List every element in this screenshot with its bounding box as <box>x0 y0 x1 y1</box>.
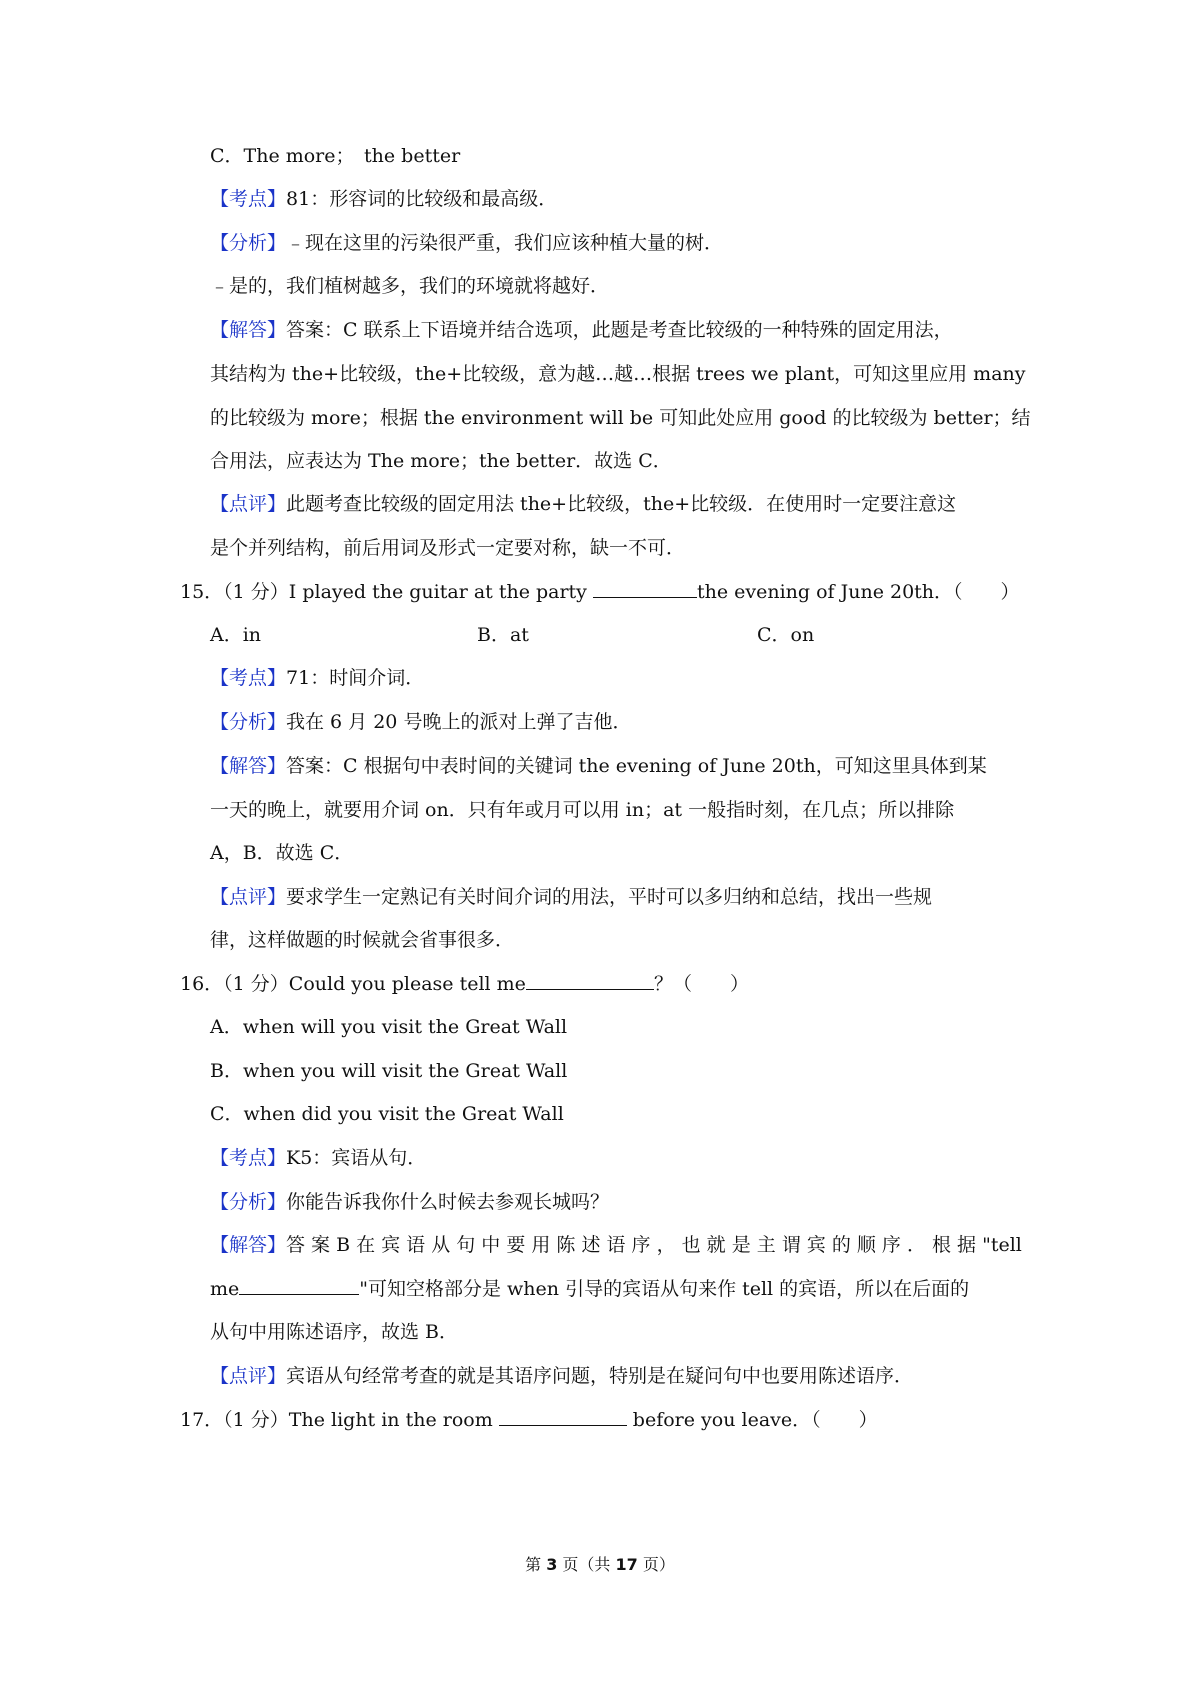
jieda-line: 【解答】答案：C 根据句中表时间的关键词 the evening of June 20th，可知这里具体到某 <box>210 755 987 777</box>
fenxi-line-2: ﹣是的，我们植树越多，我们的环境就将越好． <box>210 275 610 297</box>
jieda-tag: 【解答】 <box>210 755 287 777</box>
answer-blank <box>526 971 654 990</box>
total-pages: 17 <box>615 1555 638 1574</box>
fenxi-line: 【分析】你能告诉我你什么时候去参观长城吗？ <box>210 1191 610 1213</box>
answer-blank <box>593 579 697 598</box>
dianping-tag: 【点评】 <box>210 886 287 908</box>
dianping-tag: 【点评】 <box>210 1365 287 1387</box>
dianping-tag: 【点评】 <box>210 493 287 515</box>
kaodian-tag: 【考点】 <box>210 667 287 689</box>
kaodian-tag: 【考点】 <box>210 188 287 210</box>
option-c: C．when did you visit the Great Wall <box>210 1103 564 1125</box>
kaodian-tag: 【考点】 <box>210 1147 287 1169</box>
answer-blank <box>239 1276 359 1295</box>
dianping-line-2: 是个并列结构，前后用词及形式一定要对称，缺一不可． <box>210 537 686 559</box>
jieda-line-4: 合用法，应表达为 The more；the better．故选 C． <box>210 450 672 472</box>
answer-blank <box>499 1407 627 1426</box>
fenxi-line: 【分析】我在 6 月 20 号晚上的派对上弹了吉他． <box>210 711 632 733</box>
jieda-tag: 【解答】 <box>210 1234 287 1256</box>
fenxi-tag: 【分析】 <box>210 711 287 733</box>
kaodian-line: 【考点】K5：宾语从句． <box>210 1147 427 1169</box>
option-c: C．The more； the better <box>210 145 461 167</box>
option-a: A．when will you visit the Great Wall <box>210 1016 568 1038</box>
kaodian-line: 【考点】71：时间介词． <box>210 667 425 689</box>
dianping-line: 【点评】要求学生一定熟记有关时间介词的用法，平时可以多归纳和总结，找出一些规 <box>210 886 933 908</box>
fenxi-line: 【分析】﹣现在这里的污染很严重，我们应该种植大量的树． <box>210 232 724 254</box>
page-footer: 第 3 页（共 17 页） <box>525 1555 675 1574</box>
jieda-line-3: A，B．故选 C． <box>210 842 354 864</box>
question-16: 16．（1 分）Could you please tell me ？（ ） <box>180 973 749 995</box>
dianping-line: 【点评】宾语从句经常考查的就是其语序问题，特别是在疑问句中也要用陈述语序． <box>210 1365 914 1387</box>
kaodian-line: 【考点】81：形容词的比较级和最高级． <box>210 188 558 210</box>
fenxi-tag: 【分析】 <box>210 1191 287 1213</box>
question-15: 15．（1 分）I played the guitar at the party the evening of June 20th．（ ） <box>180 581 1020 603</box>
jieda-line-2: 其结构为 the+比较级，the+比较级，意为越…越…根据 trees we plant，可知这里应用 many <box>210 363 1026 385</box>
jieda-line-2: 一天的晚上，就要用介词 on．只有年或月可以用 in；at 一般指时刻，在几点；所以排除 <box>210 799 955 821</box>
dianping-line-2: 律，这样做题的时候就会省事很多． <box>210 929 515 951</box>
jieda-tag: 【解答】 <box>210 319 287 341</box>
option-a: A．in <box>210 624 262 646</box>
dianping-line: 【点评】此题考查比较级的固定用法 the+比较级，the+比较级．在使用时一定要注意这 <box>210 493 957 515</box>
jieda-line-3: 从句中用陈述语序，故选 B． <box>210 1321 459 1343</box>
jieda-line: 【解答】答 案 B 在 宾 语 从 句 中 要 用 陈 述 语 序 ， 也 就 是 主 谓 宾 的 顺 序 ． 根 据 "tell <box>210 1234 1022 1256</box>
fenxi-tag: 【分析】 <box>210 232 287 254</box>
option-b: B．at <box>477 624 529 646</box>
jieda-line-3: 的比较级为 more；根据 the environment will be 可知此处应用 good 的比较级为 better；结 <box>210 407 1031 429</box>
option-b: B．when you will visit the Great Wall <box>210 1060 568 1082</box>
option-c: C．on <box>757 624 815 646</box>
page-number: 3 <box>546 1555 558 1574</box>
question-17: 17．（1 分）The light in the room before you leave．（ ） <box>180 1409 878 1431</box>
jieda-line: 【解答】答案：C 联系上下语境并结合选项，此题是考查比较级的一种特殊的固定用法， <box>210 319 953 341</box>
jieda-line-2: me "可知空格部分是 when 引导的宾语从句来作 tell 的宾语，所以在后面的 <box>210 1278 970 1300</box>
